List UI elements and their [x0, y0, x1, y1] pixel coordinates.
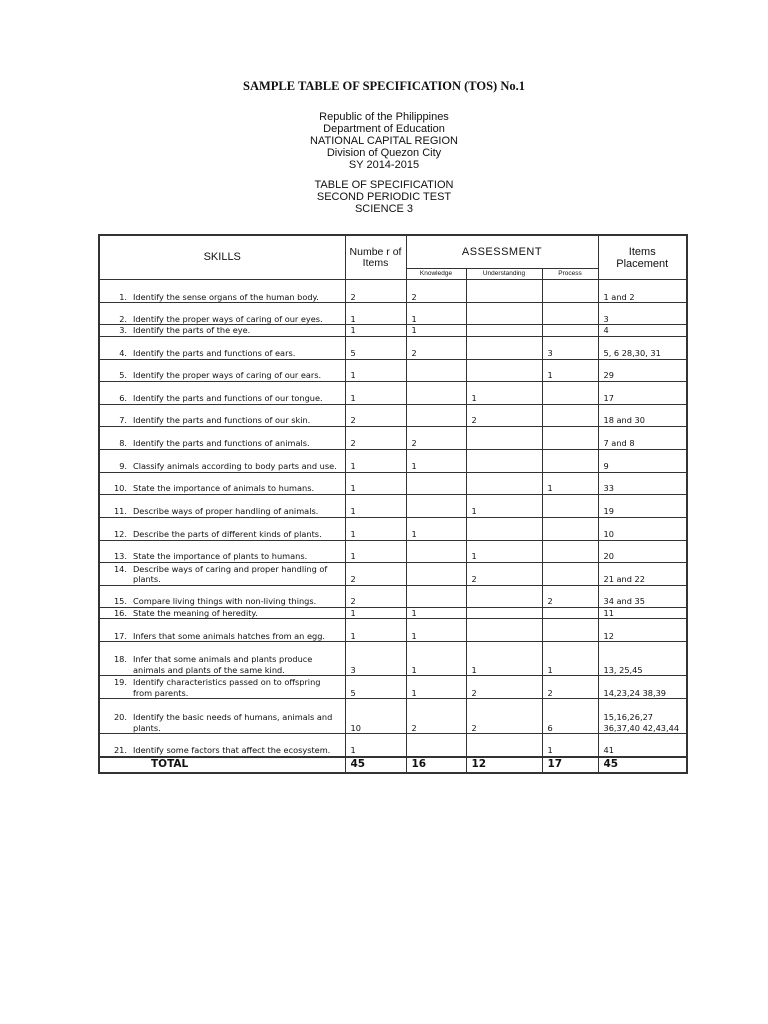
- number-of-items-cell: 2: [345, 280, 406, 303]
- table-row: [99, 449, 687, 472]
- understanding-cell: [466, 607, 542, 619]
- items-placement-cell: 9: [598, 449, 687, 472]
- skill-text: Compare living things with non-living things.: [133, 596, 317, 606]
- skill-number: 19.: [113, 677, 127, 687]
- number-of-items-cell: 1: [345, 381, 406, 404]
- process-cell: [542, 449, 598, 472]
- number-of-items-cell: 10: [345, 699, 406, 734]
- skill-text: Identify the parts of the eye.: [133, 325, 251, 335]
- knowledge-cell: 1: [406, 619, 466, 642]
- skill-number: 5.: [119, 370, 127, 380]
- skill-cell: [99, 494, 345, 517]
- understanding-cell: 1: [466, 540, 542, 562]
- number-of-items-cell: 1: [345, 303, 406, 325]
- process-cell: 1: [542, 359, 598, 381]
- document-title: SAMPLE TABLE OF SPECIFICATION (TOS) No.1: [243, 79, 525, 93]
- skill-cell: [99, 404, 345, 426]
- process-cell: [542, 562, 598, 585]
- skill-cell: [99, 562, 345, 585]
- table-row: [99, 562, 687, 585]
- table-row: [99, 734, 687, 757]
- skill-cell: [99, 426, 345, 449]
- header-line: Division of Quezon City: [326, 147, 442, 159]
- knowledge-cell: 1: [406, 517, 466, 540]
- total-label: TOTAL: [99, 757, 345, 773]
- process-header: Process: [542, 268, 598, 280]
- items-placement-cell: 14,23,24 38,39: [598, 676, 687, 699]
- skill-number: 18.: [113, 654, 127, 664]
- table-row: [99, 619, 687, 642]
- skill-text: Infer that some animals and plants produce animals and plants of the same kind.: [133, 654, 313, 675]
- process-cell: [542, 381, 598, 404]
- items-placement-cell: 19: [598, 494, 687, 517]
- skill-number: 12.: [113, 529, 127, 539]
- number-of-items-cell: 2: [345, 404, 406, 426]
- skill-number: 10.: [113, 483, 127, 493]
- understanding-cell: [466, 426, 542, 449]
- understanding-cell: [466, 585, 542, 607]
- items-placement-cell: 11: [598, 607, 687, 619]
- understanding-header: Understanding: [466, 268, 542, 280]
- skill-cell: [99, 540, 345, 562]
- number-of-items-cell: 1: [345, 517, 406, 540]
- items-placement-cell: 41: [598, 734, 687, 757]
- header-line: Republic of the Philippines: [319, 111, 449, 123]
- process-cell: [542, 426, 598, 449]
- number-of-items-cell: 1: [345, 449, 406, 472]
- process-cell: 6: [542, 699, 598, 734]
- skill-text: Identify the sense organs of the human body.: [133, 291, 319, 302]
- skill-text: Identify the proper ways of caring of our eyes.: [133, 313, 323, 324]
- understanding-cell: [466, 472, 542, 494]
- skill-cell: [99, 585, 345, 607]
- number-of-items-cell: 1: [345, 607, 406, 619]
- skill-text: Identify some factors that affect the ecosystem.: [133, 745, 331, 755]
- items-placement-header: Items Placement: [598, 235, 687, 280]
- skill-number: 9.: [119, 461, 127, 471]
- table-row: [99, 676, 687, 699]
- items-placement-cell: 3: [598, 303, 687, 325]
- knowledge-header: Knowledge: [406, 268, 466, 280]
- header-line: Department of Education: [323, 123, 445, 135]
- items-placement-cell: 33: [598, 472, 687, 494]
- knowledge-cell: 1: [406, 449, 466, 472]
- understanding-cell: [466, 517, 542, 540]
- understanding-cell: 2: [466, 676, 542, 699]
- skill-text: Identify the parts and functions of our skin.: [133, 415, 311, 425]
- skill-cell: [99, 699, 345, 734]
- skill-cell: [99, 280, 345, 303]
- process-cell: [542, 607, 598, 619]
- skill-cell: [99, 619, 345, 642]
- skill-cell: [99, 336, 345, 359]
- process-cell: [542, 280, 598, 303]
- header-block: [0, 111, 768, 171]
- skill-cell: [99, 381, 345, 404]
- items-placement-cell: 29: [598, 359, 687, 381]
- understanding-cell: [466, 734, 542, 757]
- knowledge-cell: [406, 494, 466, 517]
- total-placement: 45: [598, 757, 687, 773]
- items-placement-cell: 20: [598, 540, 687, 562]
- table-row: [99, 642, 687, 676]
- table-row: [99, 404, 687, 426]
- process-cell: 1: [542, 472, 598, 494]
- table-row: [99, 426, 687, 449]
- table-row: [99, 472, 687, 494]
- skill-text: Infers that some animals hatches from an egg.: [133, 630, 326, 641]
- subheader-block: [0, 179, 768, 215]
- knowledge-cell: [406, 734, 466, 757]
- specification-table: [98, 234, 688, 774]
- skill-cell: [99, 303, 345, 325]
- skill-number: 15.: [113, 596, 127, 606]
- subheader-line: TABLE OF SPECIFICATION: [314, 179, 454, 191]
- skill-text: State the importance of plants to humans.: [133, 551, 308, 561]
- understanding-cell: [466, 303, 542, 325]
- number-of-items-cell: 1: [345, 734, 406, 757]
- skill-number: 1.: [119, 291, 127, 302]
- items-placement-cell: 10: [598, 517, 687, 540]
- process-cell: 2: [542, 676, 598, 699]
- skill-text: Identify the basic needs of humans, animals and plants.: [133, 712, 333, 733]
- table-row: [99, 359, 687, 381]
- table-row: [99, 381, 687, 404]
- number-of-items-cell: 2: [345, 426, 406, 449]
- items-placement-cell: 5, 6 28,30, 31: [598, 336, 687, 359]
- understanding-cell: 2: [466, 699, 542, 734]
- skill-text: State the meaning of heredity.: [133, 607, 258, 618]
- knowledge-cell: 2: [406, 336, 466, 359]
- skill-number: 13.: [113, 551, 127, 561]
- skill-number: 17.: [113, 630, 127, 641]
- knowledge-cell: [406, 404, 466, 426]
- header-line: SY 2014-2015: [348, 159, 420, 171]
- knowledge-cell: 2: [406, 699, 466, 734]
- understanding-cell: [466, 336, 542, 359]
- items-placement-cell: 34 and 35: [598, 585, 687, 607]
- skill-number: 16.: [113, 607, 127, 618]
- knowledge-cell: [406, 381, 466, 404]
- number-of-items-cell: 2: [345, 585, 406, 607]
- understanding-cell: [466, 619, 542, 642]
- process-cell: [542, 325, 598, 337]
- knowledge-cell: 1: [406, 303, 466, 325]
- knowledge-cell: [406, 359, 466, 381]
- skill-number: 14.: [113, 563, 127, 574]
- knowledge-cell: 1: [406, 642, 466, 676]
- skill-number: 21.: [113, 745, 127, 755]
- table-row: [99, 303, 687, 325]
- knowledge-cell: 1: [406, 325, 466, 337]
- assessment-header: ASSESSMENT: [406, 235, 598, 268]
- skill-number: 8.: [119, 438, 127, 448]
- skill-number: 20.: [113, 712, 127, 722]
- process-cell: [542, 303, 598, 325]
- understanding-cell: [466, 280, 542, 303]
- skill-text: Describe ways of caring and proper handling of plants.: [133, 563, 328, 584]
- process-cell: 1: [542, 642, 598, 676]
- knowledge-cell: [406, 585, 466, 607]
- skill-text: Describe the parts of different kinds of plants.: [133, 529, 322, 539]
- knowledge-cell: 2: [406, 426, 466, 449]
- skill-cell: [99, 642, 345, 676]
- number-of-items-cell: 1: [345, 619, 406, 642]
- total-items: 45: [345, 757, 406, 773]
- items-placement-cell: 17: [598, 381, 687, 404]
- skill-cell: [99, 676, 345, 699]
- total-understanding: 12: [466, 757, 542, 773]
- skill-text: Identify the parts and functions of animals.: [133, 438, 310, 448]
- number-of-items-header: Numbe r of Items: [345, 235, 406, 280]
- skill-number: 4.: [119, 348, 127, 358]
- skill-number: 3.: [119, 325, 127, 335]
- total-row: [99, 757, 687, 773]
- knowledge-cell: 1: [406, 676, 466, 699]
- knowledge-cell: [406, 472, 466, 494]
- total-knowledge: 16: [406, 757, 466, 773]
- skill-cell: [99, 449, 345, 472]
- skill-text: Identify the parts and functions of ears.: [133, 348, 296, 358]
- process-cell: 2: [542, 585, 598, 607]
- understanding-cell: [466, 449, 542, 472]
- skill-number: 2.: [119, 313, 127, 324]
- number-of-items-cell: 1: [345, 359, 406, 381]
- understanding-cell: 1: [466, 381, 542, 404]
- items-placement-cell: 15,16,26,27 36,37,40 42,43,44: [598, 699, 687, 734]
- knowledge-cell: [406, 562, 466, 585]
- number-of-items-cell: 1: [345, 472, 406, 494]
- knowledge-cell: [406, 540, 466, 562]
- skill-text: Describe ways of proper handling of animals.: [133, 506, 319, 516]
- process-cell: 1: [542, 734, 598, 757]
- items-placement-cell: 4: [598, 325, 687, 337]
- process-cell: 3: [542, 336, 598, 359]
- table-row: [99, 540, 687, 562]
- understanding-cell: 2: [466, 404, 542, 426]
- number-of-items-cell: 5: [345, 336, 406, 359]
- understanding-cell: [466, 359, 542, 381]
- number-of-items-cell: 1: [345, 540, 406, 562]
- understanding-cell: 1: [466, 494, 542, 517]
- items-placement-cell: 1 and 2: [598, 280, 687, 303]
- number-of-items-cell: 5: [345, 676, 406, 699]
- skill-cell: [99, 325, 345, 337]
- header-line: NATIONAL CAPITAL REGION: [310, 135, 458, 147]
- items-placement-cell: 18 and 30: [598, 404, 687, 426]
- table-row: [99, 280, 687, 303]
- understanding-cell: 1: [466, 642, 542, 676]
- knowledge-cell: 1: [406, 607, 466, 619]
- table-row: [99, 607, 687, 619]
- understanding-cell: 2: [466, 562, 542, 585]
- skill-text: State the importance of animals to humans.: [133, 483, 315, 493]
- process-cell: [542, 619, 598, 642]
- subheader-line: SCIENCE 3: [354, 203, 414, 215]
- skill-number: 6.: [119, 393, 127, 403]
- skill-number: 11.: [113, 506, 127, 516]
- items-placement-cell: 21 and 22: [598, 562, 687, 585]
- process-cell: [542, 540, 598, 562]
- total-process: 17: [542, 757, 598, 773]
- number-of-items-cell: 3: [345, 642, 406, 676]
- table-row: [99, 699, 687, 734]
- table-row: [99, 585, 687, 607]
- process-cell: [542, 494, 598, 517]
- table-row: [99, 325, 687, 337]
- understanding-cell: [466, 325, 542, 337]
- number-of-items-cell: 1: [345, 494, 406, 517]
- skill-cell: [99, 472, 345, 494]
- skill-cell: [99, 359, 345, 381]
- knowledge-cell: 2: [406, 280, 466, 303]
- table-row: [99, 336, 687, 359]
- skill-cell: [99, 517, 345, 540]
- process-cell: [542, 517, 598, 540]
- skills-header: SKILLS: [99, 235, 345, 280]
- items-placement-cell: 12: [598, 619, 687, 642]
- number-of-items-cell: 2: [345, 562, 406, 585]
- items-placement-cell: 13, 25,45: [598, 642, 687, 676]
- skill-text: Classify animals according to body parts and use.: [133, 461, 337, 471]
- skill-text: Identify the parts and functions of our tongue.: [133, 393, 323, 403]
- number-of-items-cell: 1: [345, 325, 406, 337]
- skill-number: 7.: [119, 415, 127, 425]
- items-placement-cell: 7 and 8: [598, 426, 687, 449]
- subheader-line: SECOND PERIODIC TEST: [316, 191, 452, 203]
- skill-text: Identify characteristics passed on to offspring from parents.: [133, 677, 321, 698]
- skill-cell: [99, 734, 345, 757]
- skill-text: Identify the proper ways of caring of our ears.: [133, 370, 322, 380]
- process-cell: [542, 404, 598, 426]
- skill-cell: [99, 607, 345, 619]
- table-row: [99, 494, 687, 517]
- table-row: [99, 517, 687, 540]
